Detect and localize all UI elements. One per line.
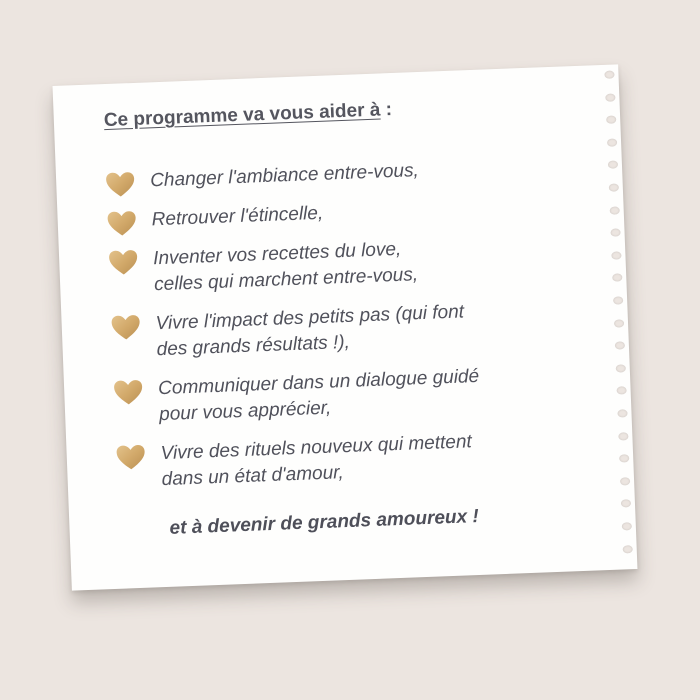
perforation-hole xyxy=(610,206,620,214)
heart-icon xyxy=(107,248,140,277)
heart-icon xyxy=(109,313,142,342)
item-line: des grands résultats !), xyxy=(156,331,351,361)
list-item xyxy=(114,425,586,495)
heart-icon xyxy=(114,443,147,472)
perforation-hole xyxy=(605,93,615,101)
perforation-hole xyxy=(616,387,626,395)
perforation-hole xyxy=(611,251,621,259)
heart-icon xyxy=(112,378,145,407)
perforation-hole xyxy=(604,70,614,78)
torn-edge xyxy=(602,64,633,569)
heading-text: Ce programme va vous aider à xyxy=(103,99,381,132)
heart-icon xyxy=(104,170,137,199)
perforation-hole xyxy=(617,409,627,417)
perforation-hole xyxy=(613,296,623,304)
heart-icon xyxy=(105,209,138,238)
perforation-hole xyxy=(616,364,626,372)
list-item xyxy=(105,191,576,235)
item-line: dans un état d'amour, xyxy=(161,462,345,491)
perforation-hole xyxy=(614,319,624,327)
benefits-list xyxy=(104,152,587,508)
item-line: celles qui marchent entre-vous, xyxy=(153,264,419,296)
list-item xyxy=(104,152,575,196)
heading-colon: : xyxy=(379,99,393,121)
item-line: Retrouver l'étincelle, xyxy=(151,202,324,231)
perforation-hole xyxy=(606,116,616,124)
perforation-hole xyxy=(612,274,622,282)
perforation-hole xyxy=(609,183,619,191)
perforation-hole xyxy=(607,138,617,146)
item-line: Communiquer dans un dialogue guidé xyxy=(157,365,480,400)
perforation-hole xyxy=(619,454,629,462)
perforation-hole xyxy=(615,341,625,349)
list-item xyxy=(112,360,584,430)
perforation-hole xyxy=(610,229,620,237)
perforation-hole xyxy=(608,161,618,169)
item-line: pour vous apprécier, xyxy=(158,397,332,426)
list-item xyxy=(107,230,579,300)
note-heading xyxy=(103,99,392,132)
perforation-hole xyxy=(623,545,633,553)
perforation-hole xyxy=(618,432,628,440)
item-line: Vivre l'impact des petits pas (qui font xyxy=(155,301,465,335)
item-line: Inventer vos recettes du love, xyxy=(152,238,402,270)
item-line: Vivre des rituels nouveux qui mettent xyxy=(160,431,473,465)
paper-note xyxy=(53,64,638,590)
closing-line: et à devenir de grands amoureux ! xyxy=(169,506,480,539)
item-line: Changer l'ambiance entre-vous, xyxy=(149,160,420,192)
perforation-hole xyxy=(622,522,632,530)
perforation-hole xyxy=(620,477,630,485)
perforation-hole xyxy=(621,500,631,508)
list-item xyxy=(109,295,581,365)
